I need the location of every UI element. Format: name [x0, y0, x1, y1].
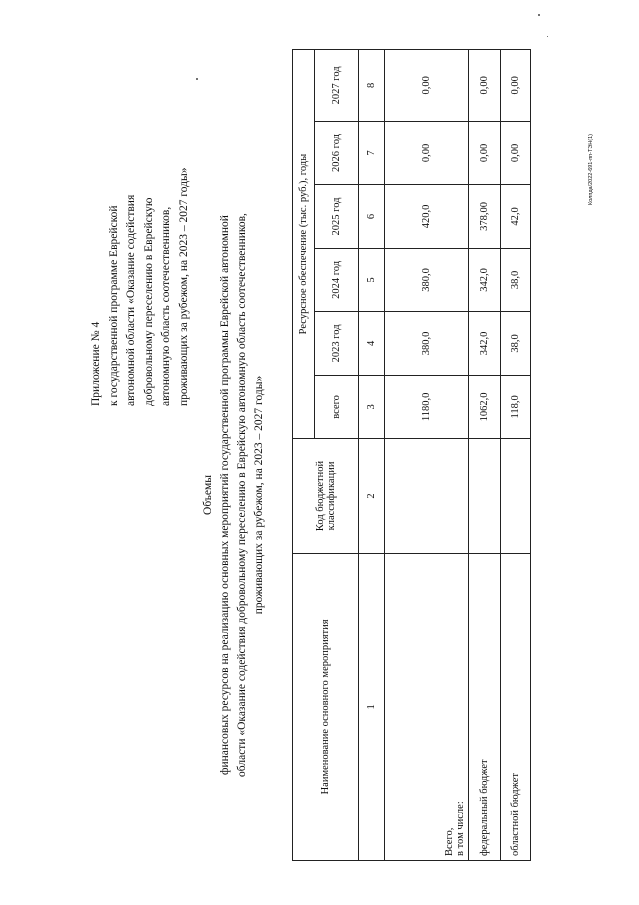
table-row-regional [501, 50, 531, 861]
row-label-line: в том числе: [455, 801, 466, 856]
title-line: финансовых ресурсов на реализацию основных мероприятий государственной программы Еврейской автономной [219, 215, 231, 775]
column-number: 5 [359, 248, 385, 311]
scan-speck [196, 78, 198, 80]
year-header: всего [315, 375, 359, 438]
annex-line: проживающих за рубежом, на 2023 – 2027 годы» [177, 167, 190, 406]
row-label [385, 553, 469, 860]
column-number-row [359, 50, 385, 861]
year-header: 2025 год [315, 185, 359, 248]
year-header: 2026 год [315, 121, 359, 184]
row-code [385, 439, 469, 554]
document-code: Колпда/2022-691-пп-ТЭН(1) [588, 134, 594, 205]
header-measure: Наименование основного мероприятия [293, 553, 359, 860]
document-title [200, 115, 268, 875]
scan-speck [538, 14, 540, 16]
cell-value: 0,00 [501, 50, 531, 122]
cell-value: 42,0 [501, 185, 531, 248]
row-code [469, 439, 501, 554]
table-row-federal [469, 50, 501, 861]
cell-value: 1180,0 [385, 375, 469, 438]
cell-value: 380,0 [385, 248, 469, 311]
header-resources: Ресурсное обеспечение (тыс. руб.), годы [293, 50, 315, 439]
cell-value: 342,0 [469, 248, 501, 311]
row-label: федеральный бюджет [469, 553, 501, 860]
cell-value: 38,0 [501, 312, 531, 375]
cell-value: 0,00 [385, 121, 469, 184]
annex-line: автономную область соотечественников, [160, 206, 172, 406]
annex-line: Приложение № 4 [90, 321, 102, 406]
row-code [501, 439, 531, 554]
cell-value: 1062,0 [469, 375, 501, 438]
title-line: проживающих за рубежом, на 2023 – 2027 годы» [253, 375, 265, 615]
cell-value: 0,00 [385, 50, 469, 122]
cell-value: 380,0 [385, 312, 469, 375]
year-header: 2024 год [315, 248, 359, 311]
annex-block [88, 6, 193, 406]
header-budget-code: Код бюджетной классификации [293, 439, 359, 554]
column-number: 8 [359, 50, 385, 122]
title-heading: Объемы [202, 475, 214, 515]
cell-value: 378,00 [469, 185, 501, 248]
cell-value: 0,00 [469, 50, 501, 122]
column-number: 3 [359, 375, 385, 438]
column-number: 1 [359, 553, 385, 860]
financing-table [292, 49, 531, 861]
year-header: 2023 год [315, 312, 359, 375]
annex-line: к государственной программе Еврейской [107, 205, 120, 406]
cell-value: 0,00 [469, 121, 501, 184]
cell-value: 420,0 [385, 185, 469, 248]
cell-value: 0,00 [501, 121, 531, 184]
scan-speck [547, 36, 548, 37]
title-line: области «Оказание содействия добровольному переселению в Еврейскую автономную область соотечественников, [236, 213, 248, 777]
year-header: 2027 год [315, 50, 359, 122]
cell-value: 38,0 [501, 248, 531, 311]
column-number: 6 [359, 185, 385, 248]
cell-value: 118,0 [501, 375, 531, 438]
row-label: областной бюджет [501, 553, 531, 860]
column-number: 7 [359, 121, 385, 184]
financing-table-wrapper [292, 49, 530, 861]
column-number: 2 [359, 439, 385, 554]
cell-value: 342,0 [469, 312, 501, 375]
row-label-line: Всего, [444, 827, 455, 856]
column-number: 4 [359, 312, 385, 375]
annex-line: автономной области «Оказание содействия [125, 194, 137, 406]
annex-line: добровольному переселению в Еврейскую [142, 197, 155, 406]
table-row-total [385, 50, 469, 861]
header-row [293, 50, 315, 861]
